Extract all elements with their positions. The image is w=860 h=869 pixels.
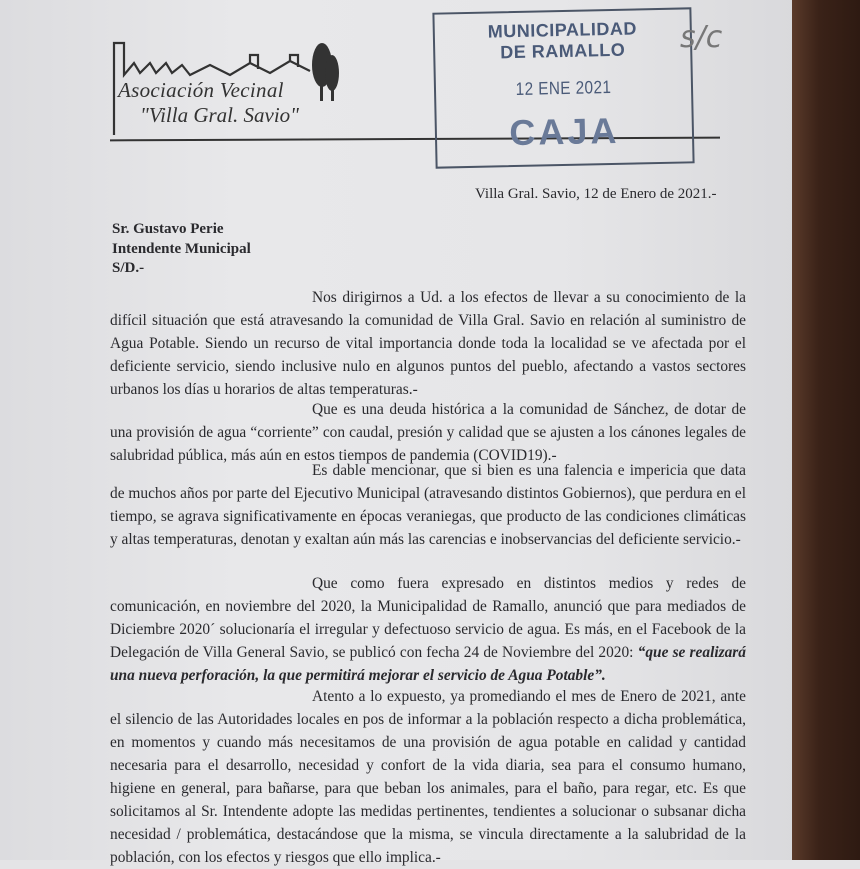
stamp-line2: DE RAMALLO [500, 39, 626, 63]
paragraph-3: Es dable mencionar, que si bien es una falencia e impericia que data de muchos años por parte del Ejecutivo Municipal (atravesando distintos Gobiernos), que perdura en el tiempo, se agrava significativamente en épocas veraniegas, que producto de las condiciones climáticas y altas temperaturas, denotan y exaltan aún más las carencias e inobservancias del deficiente servicio.- [110, 462, 746, 548]
paragraph-4-text: Que como fuera expresado en distintos medios y redes de comunicación, en noviembre del 2020, la Municipalidad de Ramallo, anunció que para mediados de Diciembre 2020´ solucionaría el irregular y defectuoso servicio de agua. Es más, en el Facebook de la Delegación de Villa General Savio, se publicó con fecha 24 de Noviembre del 2020: [110, 575, 746, 661]
paragraph-4 [110, 572, 746, 687]
paragraph-2: Que es una deuda histórica a la comunidad de Sánchez, de dotar de una provisión de agua “corriente” con caudal, presión y calidad que se ajusten a los cánones legales de salubridad pública, más aún en estos tiempos de pandemia (COVID19).- [110, 401, 746, 464]
handwritten-note: s/c [680, 20, 723, 55]
org-name-line2: "Villa Gral. Savio" [140, 103, 299, 127]
reception-stamp [432, 7, 694, 168]
org-name-line1: Asociación Vecinal [118, 78, 284, 102]
stamp-line1: MUNICIPALIDAD [487, 18, 638, 42]
recipient-name: Sr. Gustavo Perie [112, 221, 224, 237]
facebook-quote: “que se realizará una nueva perforación, la que permitirá mejorar el servicio de Agua Potable”. [110, 644, 746, 684]
stamp-dept: CAJA [508, 109, 620, 154]
table-edge [792, 0, 860, 860]
stamp-date: 12 ENE 2021 [515, 77, 612, 99]
paragraph-5: Atento a lo expuesto, ya promediando el mes de Enero de 2021, ante el silencio de las Autoridades locales en pos de informar a la población respecto a dicha problemática, en momentos y cuando más necesitamos de una provisión de agua potable en calidad y cantidad necesaria para el desarrollo, necesidad y confort de la vida diaria, sea para el consumo humano, higiene en general, para bañarse, para que beban los animales, para el baño, para regar, etc. Es que solicitamos al Sr. Intendente adopte las medidas pertinentes, tendientes a solucionar o subsanar dicha necesidad / problemática, destacándose que la misma, se vincula directamente a la salubridad de la población, con los efectos y riesgos que ello implica.- [110, 688, 746, 866]
recipient-sd: S/D.- [112, 260, 145, 276]
recipient-title: Intendente Municipal [112, 240, 251, 257]
paragraph-1: Nos dirigirnos a Ud. a los efectos de llevar a su conocimiento de la difícil situación que está atravesando la comunidad de Villa Gral. Savio en relación al suministro de Agua Potable. Siendo un recurso de vital importancia donde toda la localidad se ve afectada por el deficiente servicio, siendo inclusive nulo en algunos puntos del pueblo, afectando a vastos sectores urbanos los días u horarios de altas temperaturas.- [110, 289, 746, 398]
recipient-block [112, 220, 251, 279]
date-line: Villa Gral. Savio, 12 de Enero de 2021.- [475, 186, 717, 202]
